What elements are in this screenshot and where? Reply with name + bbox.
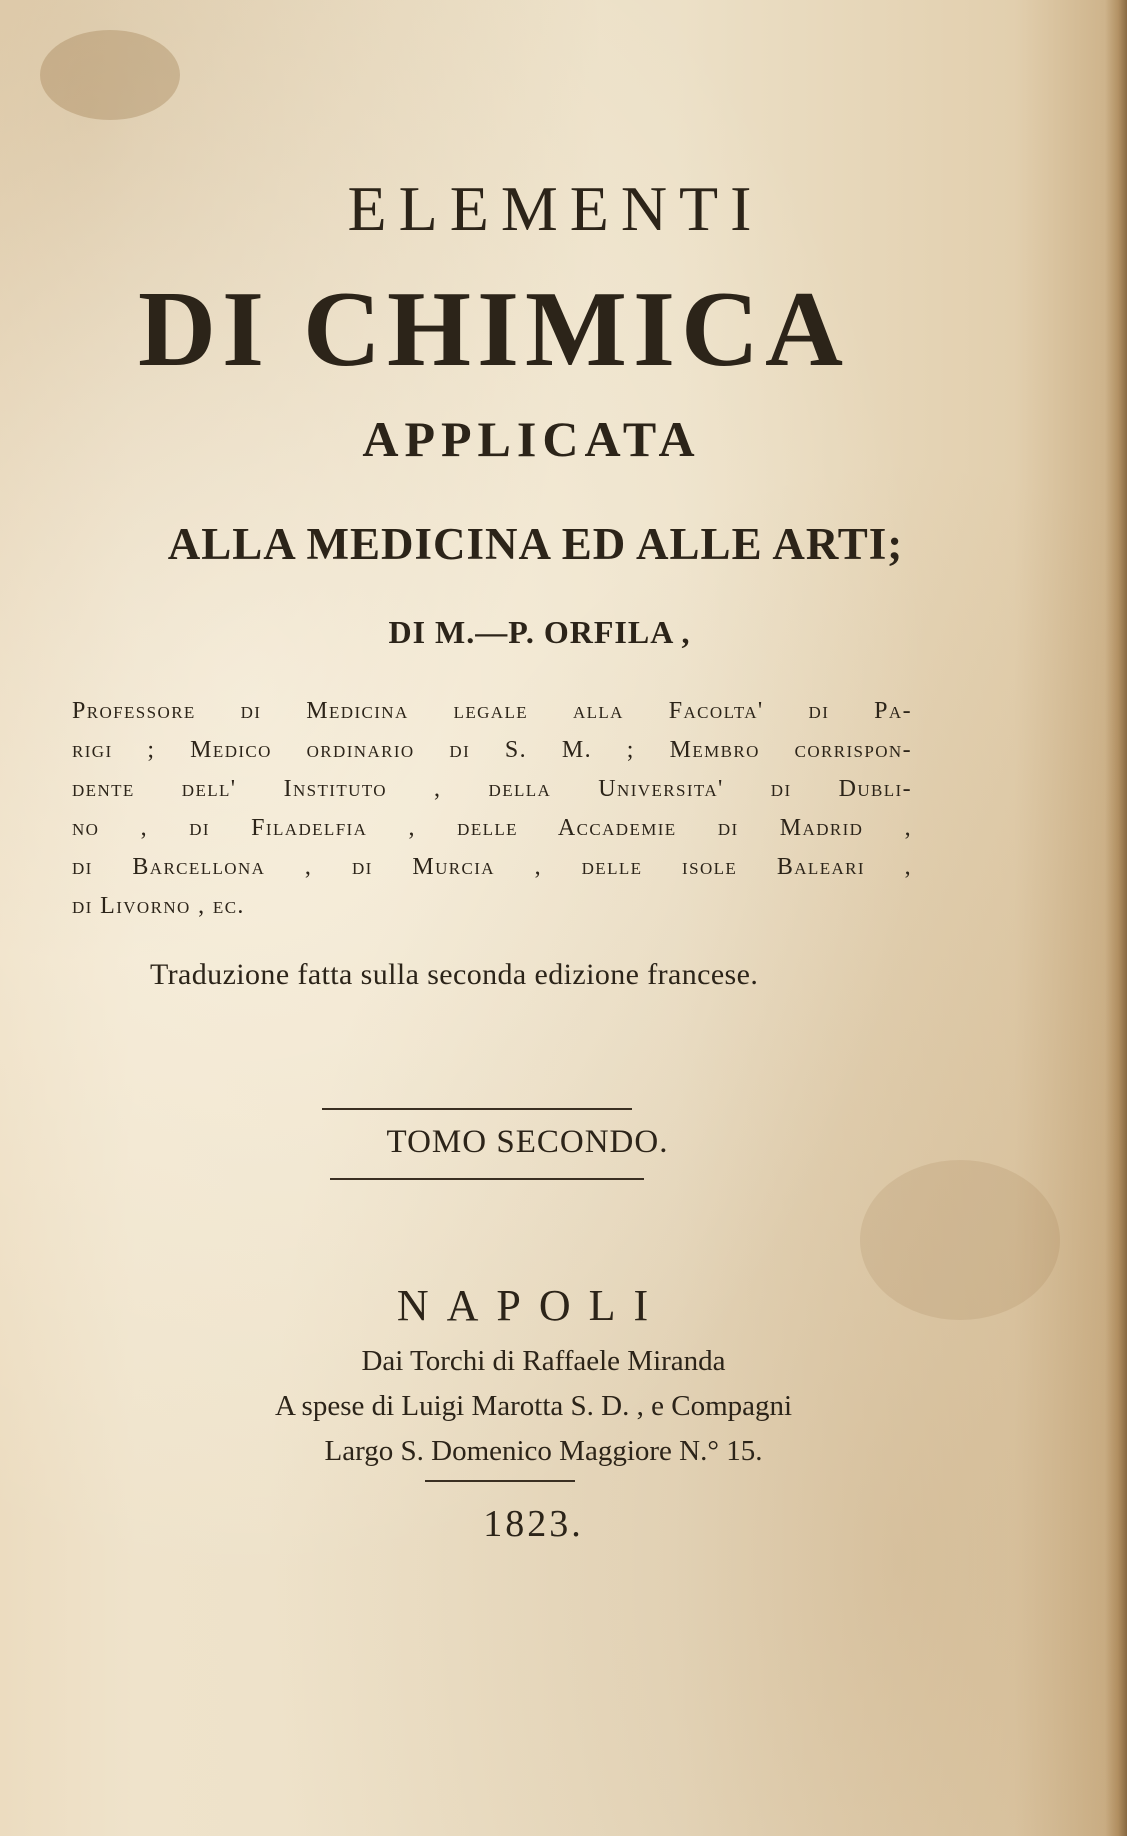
imprint-year: 1823. xyxy=(483,1503,584,1545)
title-line-2: DI CHIMICA xyxy=(137,270,849,389)
author-line: DI M.—P. ORFILA , xyxy=(388,614,691,650)
credits-line: di Barcellona , di Murcia , delle isole Baleari , xyxy=(72,854,912,880)
rule-below-volume xyxy=(330,1178,644,1180)
translation-note: Traduzione fatta sulla seconda edizione francese. xyxy=(150,958,759,991)
title-line-3: APPLICATA xyxy=(362,411,701,467)
title-line-4: ALLA MEDICINA ED ALLE ARTI; xyxy=(167,519,904,569)
page-edge-shadow xyxy=(1105,0,1127,1836)
stain xyxy=(40,30,180,120)
imprint-printer: Dai Torchi di Raffaele Miranda xyxy=(361,1345,726,1377)
rule-above-year xyxy=(425,1480,575,1482)
credits-line: no , di Filadelfia , delle Accademie di Madrid , xyxy=(72,815,912,841)
credits-line: dente dell' Instituto , della Universita' di Dubli- xyxy=(72,776,912,802)
title-line-1: ELEMENTI xyxy=(347,173,764,244)
imprint-address: Largo S. Domenico Maggiore N.° 15. xyxy=(324,1435,763,1467)
author-credits xyxy=(72,692,912,926)
imprint-publisher: A spese di Luigi Marotta S. D. , e Compagni xyxy=(274,1390,793,1422)
rule-above-volume xyxy=(322,1108,632,1110)
credits-line: rigi ; Medico ordinario di S. M. ; Membro corrispon- xyxy=(72,737,912,763)
credits-line: di Livorno , ec. xyxy=(72,893,245,919)
imprint-city: NAPOLI xyxy=(396,1281,667,1330)
volume-label: TOMO SECONDO. xyxy=(386,1124,669,1160)
credits-line: Professore di Medicina legale alla Facolta' di Pa- xyxy=(72,698,912,724)
